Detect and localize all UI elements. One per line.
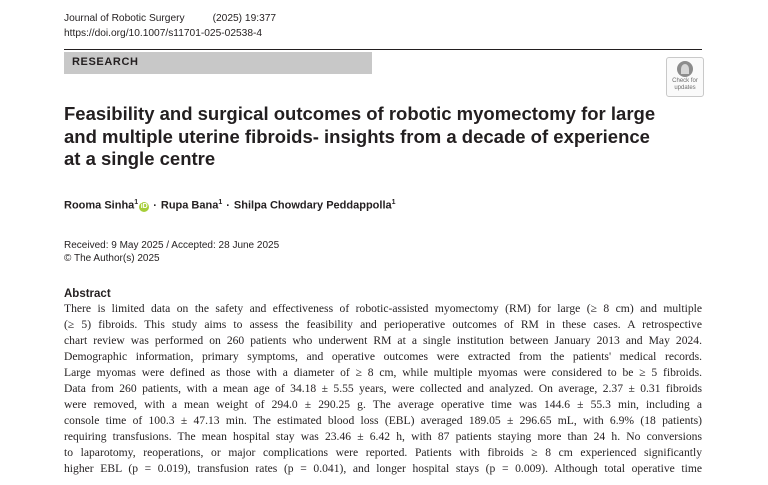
abstract-line: chart review was performed on 260 patients who underwent RM at a single institution between January 2013 and May 2024. — [64, 334, 702, 347]
check-for-updates-icon — [677, 61, 693, 77]
abstract-line: requiring transfusions. The mean hospital stay was 23.46 ± 6.42 h, with 87 patients staying more than 24 h. No conversions — [64, 430, 702, 443]
section-label: RESEARCH — [72, 56, 139, 68]
author-name[interactable]: Rupa Bana — [160, 199, 219, 212]
abstract-line: (≥ 5) fibroids. This study aims to assess the feasibility and perioperative outcomes of RM in these cases. A retrospective — [64, 318, 702, 331]
abstract-line: to laparotomy, reoperations, or major complications were reported. Patients with fibroids ≥ 8 cm experienced significantly — [64, 446, 702, 459]
check-updates-line1: Check for — [672, 78, 698, 84]
abstract-line: higher EBL (p = 0.019), transfusion rates (p = 0.041), and longer hospital stays (p = 0.009). Although total operative time — [64, 462, 702, 475]
copyright-notice: © The Author(s) 2025 — [64, 253, 160, 264]
header-rule — [64, 49, 702, 50]
abstract-line: Demographic information, primary symptoms, and operative outcomes were extracted from the patients' medical records. — [64, 350, 702, 363]
abstract-line: Data from 260 patients, with a mean age of 34.18 ± 5.55 years, were collected and analyzed. On average, 2.37 ± 0.31 fibroids — [64, 382, 702, 395]
abstract-body — [64, 301, 702, 477]
abstract-line: were removed, with a mean weight of 294.0 ± 290.25 g. The average operative time was 144.6 ± 55.3 min, including a — [64, 398, 702, 411]
doi-link[interactable]: https://doi.org/10.1007/s11701-025-02538-4 — [64, 28, 263, 39]
author-name[interactable]: Shilpa Chowdary Peddappolla — [233, 199, 392, 212]
abstract-line: Large myomas were defined as those with a diameter of ≥ 8 cm, while multiple myomas were considered to be ≥ 5 fibroids. — [64, 366, 702, 379]
abstract-line: There is limited data on the safety and effectiveness of robotic-assisted myomectomy (RM) for large (≥ 8 cm) and multiple — [64, 302, 702, 315]
check-updates-line2: updates — [674, 84, 696, 91]
section-bar — [64, 52, 372, 74]
received-accepted-dates: Received: 9 May 2025 / Accepted: 28 June 2025 — [64, 240, 280, 251]
journal-citation — [64, 12, 276, 26]
author-separator: · — [226, 199, 230, 212]
author-affiliation: 1 — [134, 199, 139, 206]
abstract-heading: Abstract — [64, 288, 111, 300]
article-title: Feasibility and surgical outcomes of robotic myomectomy for large and multiple uterine fibroids- insights from a decade of experience at a single centre — [64, 103, 656, 169]
author-list — [64, 199, 396, 212]
orcid-icon[interactable]: iD — [140, 202, 148, 210]
volume-issue: (2025) 19:377 — [212, 13, 277, 24]
journal-name: Journal of Robotic Surgery — [64, 13, 185, 24]
author-affiliation: 1 — [391, 199, 396, 206]
author-name[interactable]: Rooma Sinha — [64, 199, 135, 212]
check-updates-text — [667, 78, 703, 91]
abstract-line: console time of 100.3 ± 47.13 min. The estimated blood loss (EBL) averaged 189.05 ± 296.65 mL, with 6.9% (18 patients) — [64, 414, 702, 427]
author-affiliation: 1 — [218, 199, 223, 206]
author-separator: · — [153, 199, 157, 212]
check-for-updates-badge[interactable] — [666, 57, 704, 97]
